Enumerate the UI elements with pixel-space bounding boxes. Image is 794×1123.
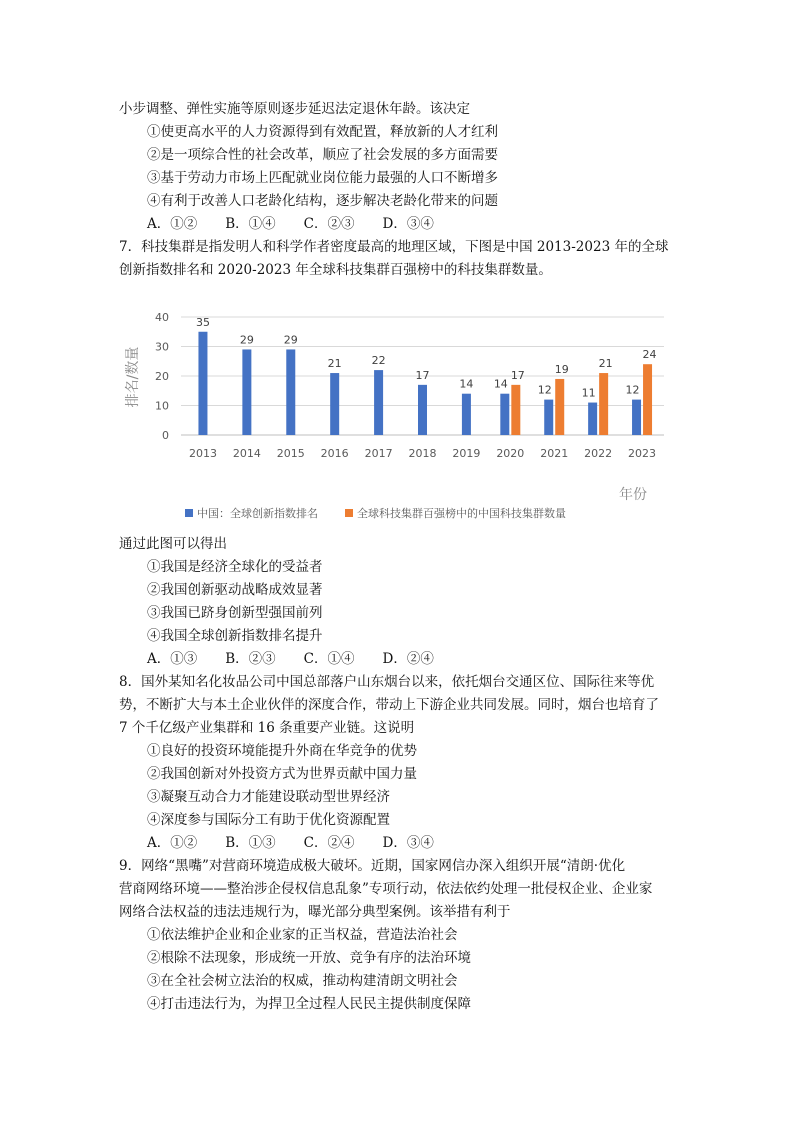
q7-option-4: ④我国全球创新指数排名提升 xyxy=(147,628,323,644)
x-tick-label: 2019 xyxy=(452,447,481,460)
q8-choice-d: D．③④ xyxy=(382,835,434,851)
legend-swatch-rank xyxy=(185,509,193,517)
data-label-rank: 14 xyxy=(459,377,474,391)
legend-swatch-cluster-count xyxy=(345,509,353,517)
q9-option-4: ④打击违法行为，为捍卫全过程人民民主提供制度保障 xyxy=(147,996,471,1012)
legend-label-cluster-count: 全球科技集群百强榜中的中国科技集群数量 xyxy=(357,507,566,520)
bar-rank xyxy=(330,373,339,435)
q7-option-1: ①我国是经济全球化的受益者 xyxy=(147,559,323,575)
q9-option-2: ②根除不法现象，形成统一开放、竞争有序的法治环境 xyxy=(147,950,471,966)
q7-option-3: ③我国已跻身创新型强国前列 xyxy=(147,605,323,621)
q7-choice-a: A．①③ xyxy=(147,651,198,667)
q6-choice-a: A．①② xyxy=(147,216,198,232)
q8-option-4: ④深度参与国际分工有助于优化资源配置 xyxy=(147,812,390,828)
data-label-rank: 35 xyxy=(195,315,210,329)
q6-option-4: ④有利于改善人口老龄化结构，逐步解决老龄化带来的问题 xyxy=(147,193,498,209)
q9-stem-line-1: 9．网络“黑嘴”对营商环境造成极大破坏。近期，国家网信办深入组织开展“清朗·优化 xyxy=(119,858,626,874)
q6-choice-d: D．③④ xyxy=(382,216,434,232)
bar-rank xyxy=(198,332,207,435)
bar-rank xyxy=(462,394,471,435)
bar-rank xyxy=(374,370,383,435)
q7-lead: 通过此图可以得出 xyxy=(119,536,227,552)
bar-rank xyxy=(632,400,641,435)
x-tick-label: 2013 xyxy=(188,447,217,460)
x-tick-label: 2020 xyxy=(496,447,525,460)
q8-option-1: ①良好的投资环境能提升外商在华竞争的优势 xyxy=(147,743,417,759)
x-tick-label: 2016 xyxy=(320,447,349,460)
data-label-rank: 29 xyxy=(283,333,298,347)
chart-y-label: 排名/数量 xyxy=(125,346,141,408)
q6-choices xyxy=(147,215,462,233)
y-tick-label: 30 xyxy=(155,340,169,354)
bar-rank xyxy=(418,385,427,435)
q9-stem-line-3: 网络合法权益的违法违规行为，曝光部分典型案例。该举措有利于 xyxy=(119,904,511,920)
x-tick-label: 2018 xyxy=(408,447,437,460)
innovation-chart xyxy=(119,295,679,535)
q6-option-2: ②是一项综合性的社会改革，顺应了社会发展的多方面需要 xyxy=(147,147,498,163)
bar-rank xyxy=(242,349,251,435)
q8-choices xyxy=(147,834,462,852)
legend-label-rank: 中国：全球创新指数排名 xyxy=(197,507,318,520)
q8-stem-line-3: 7 个千亿级产业集群和 16 条重要产业链。这说明 xyxy=(119,720,415,736)
x-tick-label: 2021 xyxy=(540,447,569,460)
y-tick-label: 10 xyxy=(155,399,169,413)
q8-choice-b: B．①③ xyxy=(225,835,276,851)
q6-choice-c: C．②③ xyxy=(303,216,355,232)
y-tick-label: 20 xyxy=(155,370,169,383)
q8-stem-line-1: 8．国外某知名化妆品公司中国总部落户山东烟台以来，依托烟台交通区位、国际往来等优 xyxy=(119,674,655,690)
q8-stem-line-2: 势，不断扩大与本土企业伙伴的深度合作，带动上下游企业共同发展。同时，烟台也培育了 xyxy=(119,697,659,713)
q8-option-2: ②我国创新对外投资方式为世界贡献中国力量 xyxy=(147,766,417,782)
bar-rank xyxy=(588,403,597,435)
data-label-cluster-count: 24 xyxy=(642,348,657,362)
q6-stem-tail: 小步调整、弹性实施等原则逐步延迟法定退休年龄。该决定 xyxy=(119,101,470,117)
bar-rank xyxy=(286,349,295,435)
q7-choice-d: D．②④ xyxy=(382,651,434,667)
q7-choice-c: C．①④ xyxy=(303,651,355,667)
q8-choice-a: A．①② xyxy=(147,835,198,851)
q7-stem-line-2: 创新指数排名和 2020-2023 年全球科技集群百强榜中的科技集群数量。 xyxy=(119,262,552,278)
y-tick-label: 0 xyxy=(162,429,169,442)
data-label-rank: 11 xyxy=(581,386,596,400)
bar-cluster-count xyxy=(599,373,608,435)
x-tick-label: 2017 xyxy=(364,447,393,460)
y-tick-label: 40 xyxy=(155,311,169,324)
bar-rank xyxy=(500,394,509,435)
q6-option-1: ①使更高水平的人力资源得到有效配置，释放新的人才红利 xyxy=(147,124,498,140)
data-label-rank: 12 xyxy=(537,383,552,397)
q7-choice-b: B．②③ xyxy=(225,651,276,667)
q7-stem-line-1: 7．科技集群是指发明人和科学作者密度最高的地理区域，下图是中国 2013-2023 年的全球 xyxy=(119,239,669,255)
q9-option-3: ③在全社会树立法治的权威，推动构建清朗文明社会 xyxy=(147,973,458,989)
q6-choice-b: B．①④ xyxy=(225,216,276,232)
q9-stem-line-2: 营商网络环境——整治涉企侵权信息乱象”专项行动，依法依约处理一批侵权企业、企业家 xyxy=(119,881,653,897)
q6-option-3: ③基于劳动力市场上匹配就业岗位能力最强的人口不断增多 xyxy=(147,170,498,186)
q9-option-1: ①依法维护企业和企业家的正当权益，营造法治社会 xyxy=(147,927,458,943)
q8-option-3: ③凝聚互动合力才能建设联动型世界经济 xyxy=(147,789,390,805)
x-tick-label: 2023 xyxy=(628,447,657,460)
data-label-rank: 22 xyxy=(371,354,386,368)
data-label-cluster-count: 17 xyxy=(510,368,525,382)
chart-legend xyxy=(185,506,566,520)
data-label-cluster-count: 21 xyxy=(598,357,613,371)
bar-cluster-count xyxy=(511,385,520,435)
data-label-rank: 17 xyxy=(415,368,430,382)
bar-rank xyxy=(544,400,553,435)
bar-cluster-count xyxy=(555,379,564,435)
x-tick-label: 2014 xyxy=(232,447,261,460)
x-tick-label: 2015 xyxy=(276,447,305,460)
data-label-rank: 14 xyxy=(493,377,508,391)
q7-choices xyxy=(147,650,462,668)
q7-option-2: ②我国创新驱动战略成效显著 xyxy=(147,582,323,598)
x-tick-label: 2022 xyxy=(584,447,613,460)
chart-x-label: 年份 xyxy=(619,487,647,503)
data-label-rank: 12 xyxy=(625,383,640,397)
q8-choice-c: C．②④ xyxy=(303,835,355,851)
bar-cluster-count xyxy=(643,364,652,435)
data-label-cluster-count: 19 xyxy=(554,362,569,376)
data-label-rank: 21 xyxy=(327,357,342,371)
data-label-rank: 29 xyxy=(239,333,254,347)
